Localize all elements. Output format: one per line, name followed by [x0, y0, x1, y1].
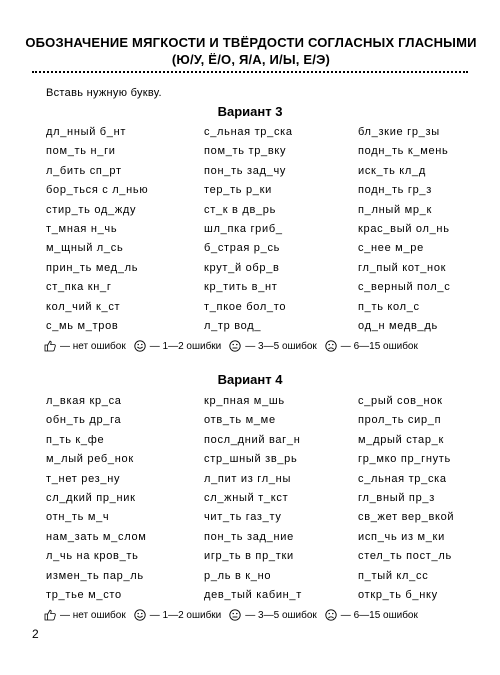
exercise-item: т_нет рез_ну [46, 472, 121, 485]
exercise-item: бор_ться с л_нью [46, 184, 149, 197]
variant-3-exercise-grid [46, 123, 486, 336]
exercise-item: п_ть к_фе [46, 433, 105, 446]
smiley-happy-icon [134, 609, 146, 621]
exercise-item: п_лный мр_к [358, 203, 432, 216]
exercise-item: иск_ть кл_д [358, 164, 426, 177]
instruction-text: Вставь нужную букву. [46, 87, 162, 99]
exercise-item: б_страя р_сь [204, 242, 281, 255]
legend-3-5-errors: — 3—5 ошибок [245, 340, 317, 352]
exercise-item: прол_ть сир_п [358, 414, 442, 427]
exercise-item: тер_ть р_ки [204, 184, 272, 197]
exercise-item: кр_тить в_нт [204, 281, 278, 294]
exercise-item: с_льная тр_ска [358, 472, 447, 485]
smiley-neutral-icon [229, 609, 241, 621]
exercise-item: пом_ть тр_вку [204, 145, 287, 158]
exercise-item: пом_ть н_ги [46, 145, 116, 158]
page-title [20, 34, 482, 68]
exercise-item: м_щный л_сь [46, 242, 124, 255]
exercise-item: л_бить сп_рт [46, 164, 122, 177]
variant-4-legend [44, 609, 484, 621]
exercise-item: л_чь на кров_ть [46, 550, 139, 563]
page-number: 2 [32, 627, 39, 641]
variant-4-title: Вариант 4 [217, 372, 283, 387]
legend-1-2-errors: — 1—2 ошибки [149, 609, 222, 621]
legend-6-15-errors: — 6—15 ошибок [340, 609, 418, 621]
exercise-item: ст_пка кн_г [46, 281, 112, 294]
smiley-neutral-icon [229, 340, 241, 352]
variant-3-legend [44, 340, 484, 352]
exercise-item: сл_жный т_кст [204, 491, 289, 504]
smiley-happy-icon [134, 340, 146, 352]
smiley-sad-icon [325, 340, 337, 352]
exercise-item: гр_мко пр_гнуть [358, 453, 451, 466]
exercise-item: л_пит из гл_ны [204, 472, 292, 485]
legend-1-2-errors: — 1—2 ошибки [149, 340, 222, 352]
dotted-divider [32, 71, 468, 73]
exercise-item: с_мь м_тров [46, 319, 119, 332]
exercise-item: р_ль в к_но [204, 569, 272, 582]
exercise-item: крут_й обр_в [204, 261, 280, 274]
exercise-item: т_мная н_чь [46, 222, 118, 235]
page-title-line-2: (Ю/У, Ё/О, Я/А, И/Ы, Е/Э) [171, 52, 331, 67]
exercise-item: нам_зать м_слом [46, 530, 147, 543]
exercise-item: отв_ть м_ме [204, 414, 276, 427]
exercise-item: исп_чь из м_ки [358, 530, 445, 543]
thumbs-up-icon [44, 340, 56, 352]
exercise-item: т_пкое бол_то [204, 300, 287, 313]
variant-4-exercise-grid [46, 392, 486, 605]
exercise-item: ст_к в дв_рь [204, 203, 277, 216]
thumbs-up-icon [44, 609, 56, 621]
legend-no-errors: — нет ошибок [60, 609, 126, 621]
exercise-item: св_жет вер_вкой [358, 511, 455, 524]
exercise-item: гл_вный пр_з [358, 491, 435, 504]
exercise-item: стир_ть од_жду [46, 203, 137, 216]
exercise-item: п_ть кол_с [358, 300, 420, 313]
exercise-item: пон_ть зад_ние [204, 530, 294, 543]
exercise-item: м_лый реб_нок [46, 453, 134, 466]
exercise-item: с_верный пол_с [358, 281, 451, 294]
exercise-item: подн_ть гр_з [358, 184, 432, 197]
exercise-item: с_льная тр_ска [204, 126, 293, 138]
exercise-item: игр_ть в пр_тки [204, 550, 294, 563]
exercise-item: сл_дкий пр_ник [46, 491, 136, 504]
exercise-item: кол_чий к_ст [46, 300, 121, 313]
exercise-item: крас_вый ол_нь [358, 222, 450, 235]
exercise-item: обн_ть др_га [46, 414, 122, 427]
exercise-item: дл_нный б_нт [46, 126, 127, 138]
exercise-item: чит_ть газ_ту [204, 511, 282, 524]
exercise-item: откр_ть б_нку [358, 588, 438, 601]
exercise-item: бл_зкие гр_зы [358, 126, 440, 138]
exercise-item: шл_пка гриб_ [204, 222, 283, 235]
exercise-item: од_н медв_дь [358, 319, 438, 332]
exercise-item: дев_тый кабин_т [204, 588, 302, 601]
exercise-item: л_тр вод_ [204, 319, 262, 332]
legend-no-errors: — нет ошибок [60, 340, 126, 352]
exercise-item: с_нее м_ре [358, 242, 424, 255]
exercise-item: измен_ть пар_ль [46, 569, 144, 582]
exercise-item: л_вкая кр_са [46, 395, 122, 407]
exercise-item: прин_ть мед_ль [46, 261, 139, 274]
exercise-item: отн_ть м_ч [46, 511, 110, 524]
exercise-item: с_рый сов_нок [358, 395, 443, 407]
exercise-item: стр_шный зв_рь [204, 453, 298, 466]
exercise-item: гл_пый кот_нок [358, 261, 447, 274]
exercise-item: стел_ть пост_ль [358, 550, 452, 563]
legend-3-5-errors: — 3—5 ошибок [245, 609, 317, 621]
page-title-line-1: ОБОЗНАЧЕНИЕ МЯГКОСТИ И ТВЁРДОСТИ СОГЛАСНЫХ ГЛАСНЫМИ [25, 35, 477, 50]
exercise-item: пон_ть зад_чу [204, 164, 287, 177]
exercise-item: посл_дний ваг_н [204, 433, 301, 446]
exercise-item: тр_тье м_сто [46, 588, 122, 601]
exercise-item: м_дрый стар_к [358, 433, 445, 446]
legend-6-15-errors: — 6—15 ошибок [340, 340, 418, 352]
smiley-sad-icon [325, 609, 337, 621]
variant-3-title: Вариант 3 [217, 104, 283, 119]
exercise-item: кр_пная м_шь [204, 395, 285, 407]
exercise-item: подн_ть к_мень [358, 145, 449, 158]
exercise-item: п_тый кл_сс [358, 569, 429, 582]
